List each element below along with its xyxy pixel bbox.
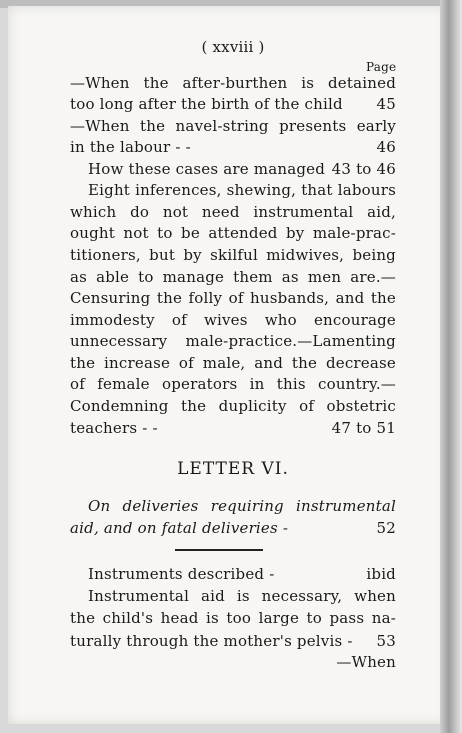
toc-line: too long after the birth of the child 45 (70, 95, 396, 113)
toc-line: ought not to be attended by male-prac- (70, 224, 396, 242)
book-spine-edge (440, 0, 462, 733)
toc-page-number: 53 (376, 632, 396, 650)
toc-line: Eight inferences, shewing, that labours (88, 181, 396, 199)
toc-line: turally through the mother's pelvis - 53 (70, 632, 396, 650)
toc-line: Instrumental aid is necessary, when (88, 587, 396, 605)
toc-line: teachers - - 47 to 51 (70, 419, 396, 437)
toc-page-number: ibid (366, 565, 396, 583)
toc-line: How these cases are managed 43 to 46 (88, 160, 396, 178)
toc-line: in the labour - - 46 (70, 138, 396, 156)
toc-line: immodesty of wives who encourage (70, 311, 396, 329)
toc-line: the increase of male, and the decrease (70, 354, 396, 372)
section-rule (175, 549, 263, 551)
toc-page-number: 47 to 51 (331, 419, 396, 437)
toc-line: Instruments described - ibid (88, 565, 396, 583)
toc-line: —When the after-burthen is detained (70, 74, 396, 92)
toc-line: unnecessary male-practice.—Lamenting (70, 332, 396, 350)
toc-page-number: 45 (376, 95, 396, 113)
toc-page-number: 46 (376, 138, 396, 156)
catchword: —When (336, 653, 396, 671)
section-subtitle: aid, and on fatal deliveries - 52 (70, 519, 396, 537)
section-subtitle: On deliveries requiring instrumental (88, 497, 396, 515)
section-heading: LETTER VI. (177, 459, 289, 479)
toc-line: titioners, but by skilful midwives, being (70, 246, 396, 264)
toc-line: —When the navel-string presents early (70, 117, 396, 135)
folio-header: ( xxviii ) (201, 38, 265, 56)
page-column-label: Page (366, 60, 397, 74)
toc-line: of female operators in this country.— (70, 375, 396, 393)
toc-page-number: 52 (376, 519, 396, 537)
toc-page-number: 43 to 46 (331, 160, 396, 178)
toc-line: Censuring the folly of husbands, and the (70, 289, 396, 307)
toc-line: which do not need instrumental aid, (70, 203, 396, 221)
toc-line: as able to manage them as men are.— (70, 268, 396, 286)
toc-line: the child's head is too large to pass na- (70, 609, 396, 627)
toc-line: Condemning the duplicity of obstetric (70, 397, 396, 415)
